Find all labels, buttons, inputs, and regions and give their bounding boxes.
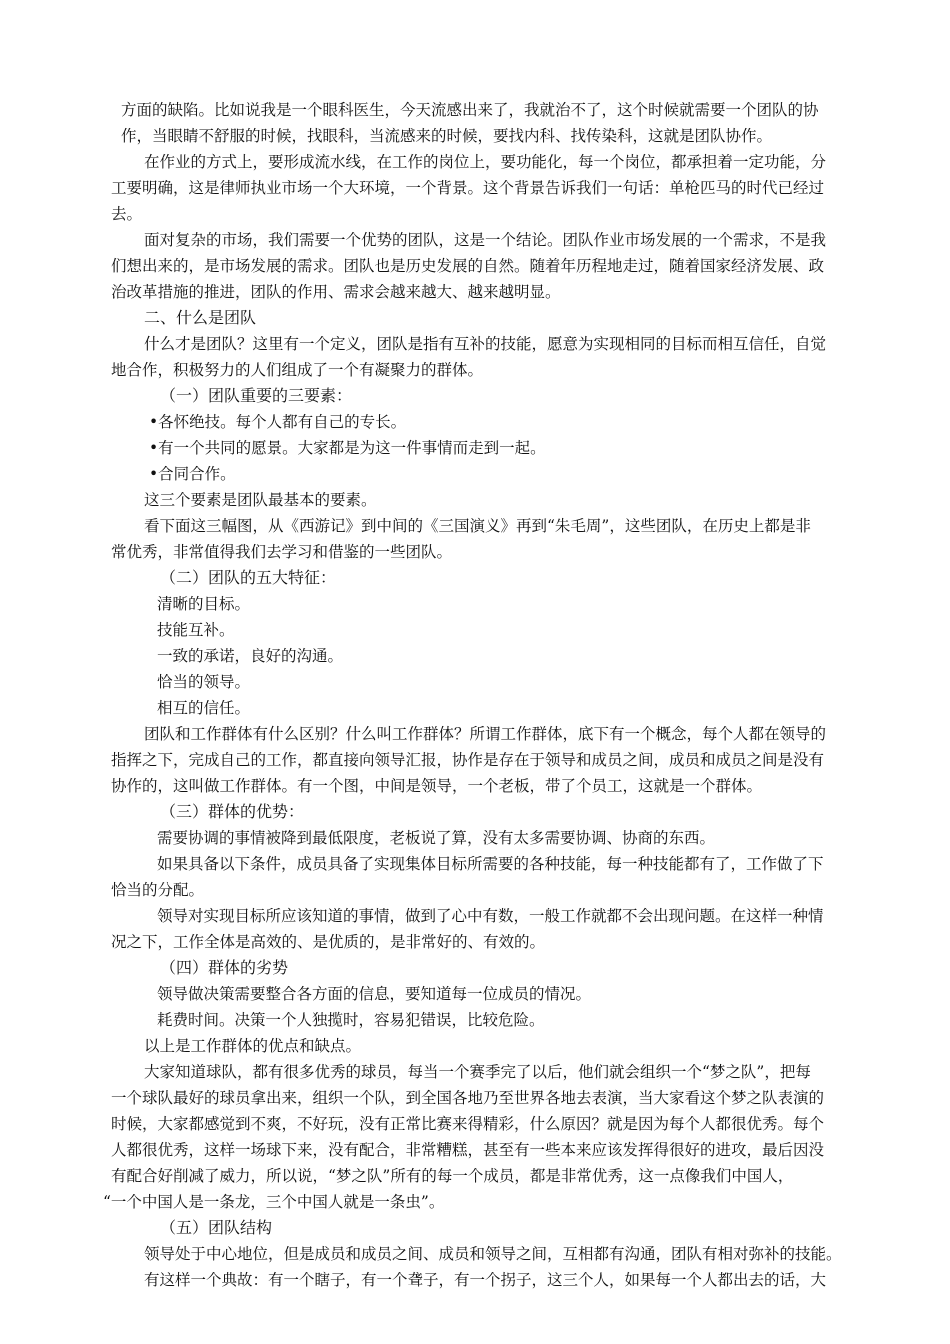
paragraph-line: 工要明确，这是律师执业市场一个大环境，一个背景。这个背景告诉我们一句话：单枪匹马的时代已经过	[111, 179, 825, 197]
paragraph-line: 常优秀，非常值得我们去学习和借鉴的一些团队。	[111, 543, 453, 561]
paragraph-line: 以上是工作群体的优点和缺点。	[144, 1037, 362, 1055]
paragraph-line: 面对复杂的市场，我们需要一个优势的团队，这是一个结论。团队作业市场发展的一个需求，不是我	[144, 231, 827, 249]
subsection-heading: （五）团队结构	[160, 1218, 273, 1237]
paragraph-line: 什么才是团队？这里有一个定义，团队是指有互补的技能，愿意为实现相同的目标而相互信任，自觉	[144, 335, 827, 353]
paragraph-line: 有配合好削减了威力，所以说，“梦之队”所有的每一个成员，都是非常优秀，这一点像我们中国人，	[111, 1167, 794, 1185]
paragraph-line: 地合作，积极努力的人们组成了一个有凝聚力的群体。	[111, 361, 484, 379]
paragraph-line: 领导对实现目标所应该知道的事情，做到了心中有数，一般工作就都不会出现问题。在这样一种情	[157, 907, 824, 925]
paragraph-line: 耗费时间。决策一个人独揽时，容易犯错误，比较危险。	[157, 1011, 545, 1029]
paragraph-line: 在作业的方式上，要形成流水线，在工作的岗位上，要功能化，每一个岗位，都承担着一定功能，分	[144, 153, 827, 171]
bullet-item: •合同合作。	[149, 465, 236, 483]
paragraph-line: 况之下，工作全体是高效的、是优质的，是非常好的、有效的。	[111, 933, 546, 951]
subsection-heading: （二）团队的五大特征：	[160, 568, 337, 587]
subsection-heading: （三）群体的优势：	[160, 802, 305, 821]
paragraph-line: 治改革措施的推进，团队的作用、需求会越来越大、越来越明显。	[111, 283, 561, 301]
paragraph-line: 领导做决策需要整合各方面的信息，要知道每一位成员的情况。	[157, 985, 592, 1003]
paragraph-line: 去。	[111, 205, 143, 223]
bullet-item: •有一个共同的愿景。大家都是为这一件事情而走到一起。	[149, 439, 546, 457]
subsection-heading: （一）团队重要的三要素：	[160, 386, 353, 405]
paragraph-line: 时候，大家都感觉到不爽，不好玩，没有正常比赛来得精彩，什么原因？就是因为每个人都很优秀。每个	[111, 1115, 825, 1133]
paragraph-line: 协作的，这叫做工作群体。有一个图，中间是领导，一个老板，带了个员工，这就是一个群体。	[111, 777, 763, 795]
paragraph-line: 这三个要素是团队最基本的要素。	[144, 491, 377, 509]
list-item: 技能互补。	[157, 621, 235, 639]
paragraph-line: 恰当的分配。	[111, 881, 205, 899]
paragraph-line: 需要协调的事情被降到最低限度，老板说了算，没有太多需要协调、协商的东西。	[157, 829, 716, 847]
paragraph-line: 们想出来的，是市场发展的需求。团队也是历史发展的自然。随着年历程地走过，随着国家经济发展、政	[111, 257, 825, 275]
list-item: 一致的承诺，良好的沟通。	[157, 647, 344, 665]
paragraph-line: 方面的缺陷。比如说我是一个眼科医生，今天流感出来了，我就治不了，这个时候就需要一个团队的协	[121, 101, 819, 119]
paragraph-line: 作，当眼睛不舒服的时候，找眼科，当流感来的时候，要找内科、找传染科，这就是团队协作。	[121, 127, 773, 145]
list-item: 恰当的领导。	[157, 673, 251, 691]
list-item: 清晰的目标。	[157, 595, 251, 613]
paragraph-line: 领导处于中心地位，但是成员和成员之间、成员和领导之间，互相都有沟通，团队有相对弥补的技能。	[144, 1245, 842, 1263]
paragraph-line: 一个球队最好的球员拿出来，组织一个队，到全国各地乃至世界各地去表演，当大家看这个梦之队表演的	[111, 1089, 825, 1107]
subsection-heading: （四）群体的劣势	[160, 958, 289, 977]
paragraph-line: 人都很优秀，这样一场球下来，没有配合，非常糟糕，甚至有一些本来应该发挥得很好的进攻，最后因没	[111, 1141, 825, 1159]
paragraph-line: 如果具备以下条件，成员具备了实现集体目标所需要的各种技能，每一种技能都有了，工作做了下	[157, 855, 824, 873]
bullet-item: •各怀绝技。每个人都有自己的专长。	[149, 413, 407, 431]
section-heading: 二、什么是团队	[144, 308, 257, 327]
paragraph-line: 大家知道球队，都有很多优秀的球员，每当一个赛季完了以后，他们就会组织一个“梦之队”，把每	[144, 1063, 811, 1081]
paragraph-line: “一个中国人是一条龙，三个中国人就是一条虫”。	[103, 1193, 445, 1211]
paragraph-line: 团队和工作群体有什么区别？什么叫工作群体？所谓工作群体，底下有一个概念，每个人都在领导的	[144, 725, 827, 743]
paragraph-line: 看下面这三幅图，从《西游记》到中间的《三国演义》再到“朱毛周”，这些团队，在历史上都是非	[144, 517, 811, 535]
paragraph-line: 指挥之下，完成自己的工作，都直接向领导汇报，协作是存在于领导和成员之间，成员和成员之间是没有	[111, 751, 825, 769]
list-item: 相互的信任。	[157, 699, 251, 717]
paragraph-line: 有这样一个典故：有一个瞎子，有一个聋子，有一个拐子，这三个人，如果每一个人都出去的话，大	[144, 1271, 827, 1289]
